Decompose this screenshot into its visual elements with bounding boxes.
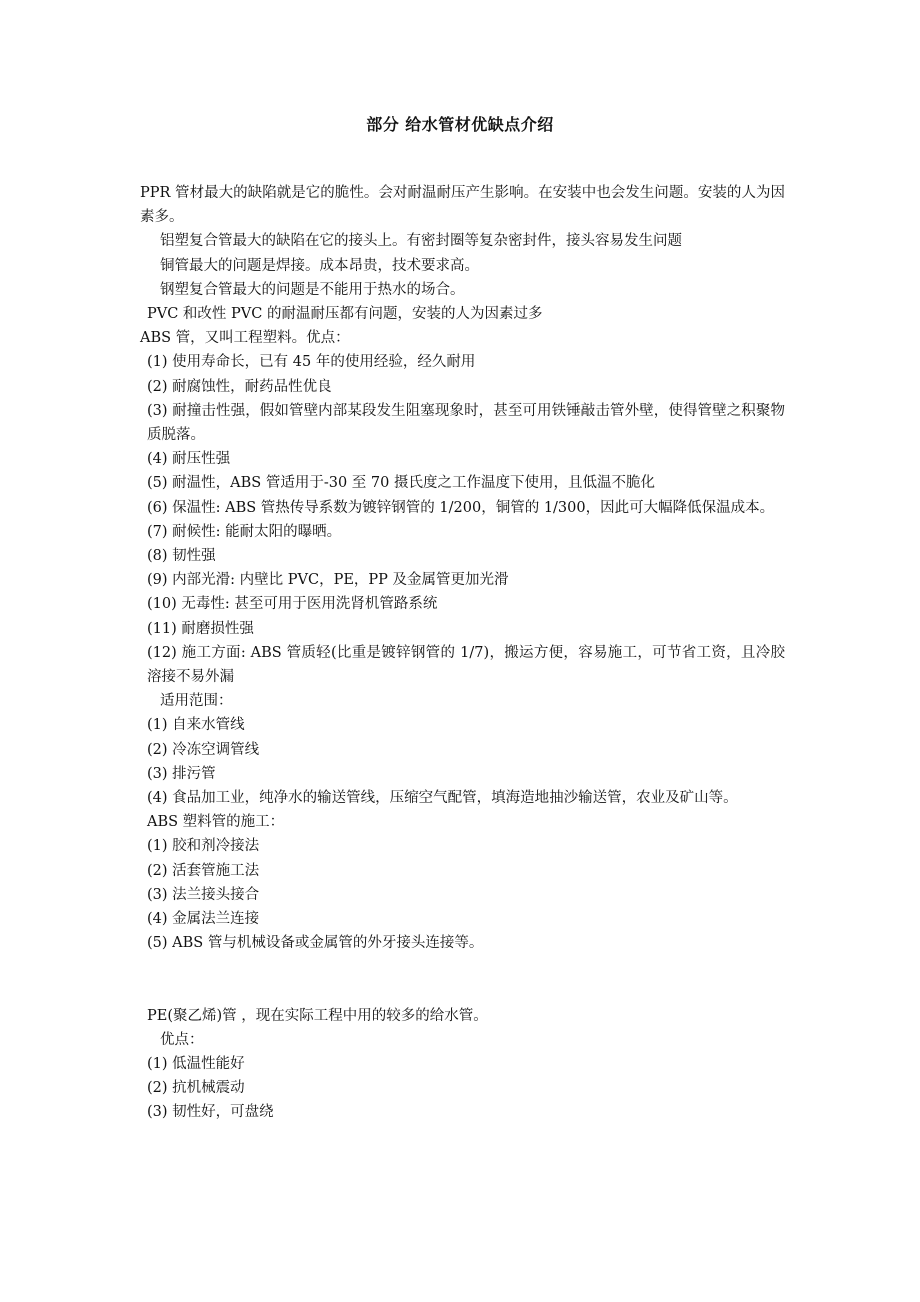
list-item: (1) 胶和剂冷接法 <box>147 838 260 855</box>
list-item: (2) 冷冻空调管线 <box>147 741 260 758</box>
list-item: (3) 耐撞击性强，假如管壁内部某段发生阻塞现象时，甚至可用铁锤敲击管外壁，使得管壁之积聚物质脱落。 <box>147 402 785 444</box>
list-item: (11) 耐磨损性强 <box>147 620 254 637</box>
list-item: (7) 耐候性: 能耐太阳的曝晒。 <box>147 523 342 540</box>
list-item: (10) 无毒性: 甚至可用于医用洗肾机管路系统 <box>147 596 438 613</box>
list-item: (12) 施工方面: ABS 管质轻(比重是镀锌钢管的 1/7)，搬运方便，容易施工，可节省工资，且冷胶溶接不易外漏 <box>147 644 785 686</box>
list-item: (4) 金属法兰连接 <box>147 911 260 928</box>
list-item: (2) 抗机械震动 <box>147 1080 245 1097</box>
list-item: (1) 使用寿命长，已有 45 年的使用经验，经久耐用 <box>147 354 476 371</box>
paragraph-spacer <box>140 956 785 1004</box>
list-item: (3) 韧性好，可盘绕 <box>147 1104 274 1121</box>
paragraph-aluminum-plastic: 铝塑复合管最大的缺陷在它的接头上。有密封圈等复杂密封件，接头容易发生问题 <box>160 233 682 250</box>
paragraph-steel-plastic: 钢塑复合管最大的问题是不能用于热水的场合。 <box>160 281 465 298</box>
paragraph-pe: PE(聚乙烯)管 ，现在实际工程中用的较多的给水管。 <box>147 1007 488 1024</box>
list-item: (2) 耐腐蚀性，耐药品性优良 <box>147 378 332 395</box>
list-item: (1) 自来水管线 <box>147 717 245 734</box>
list-item: (4) 耐压性强 <box>147 451 231 468</box>
list-item: (3) 法兰接头接合 <box>147 886 260 903</box>
paragraph-ppr: PPR 管材最大的缺陷就是它的脆性。会对耐温耐压产生影响。在安装中也会发生问题。安装的人为因素多。 <box>140 185 785 226</box>
list-item: (9) 内部光滑: 内壁比 PVC，PE，PP 及金属管更加光滑 <box>147 572 509 589</box>
list-item: (6) 保温性: ABS 管热传导系数为镀锌钢管的 1/200，铜管的 1/300，因此可大幅降低保温成本。 <box>147 499 775 516</box>
list-item: (5) 耐温性，ABS 管适用于-30 至 70 摄氏度之工作温度下使用，且低温不脆化 <box>147 475 655 492</box>
section-heading-scope: 适用范围： <box>160 693 233 710</box>
paragraph-copper: 铜管最大的问题是焊接。成本昂贵，技术要求高。 <box>160 257 479 274</box>
document-body <box>140 181 785 1125</box>
list-item: (8) 韧性强 <box>147 548 216 565</box>
section-heading-construction: ABS 塑料管的施工： <box>147 814 285 831</box>
list-item: (1) 低温性能好 <box>147 1055 245 1072</box>
list-item: (2) 活套管施工法 <box>147 862 260 879</box>
paragraph-abs-intro: ABS 管，又叫工程塑料。优点： <box>140 330 350 347</box>
paragraph-pvc: PVC 和改性 PVC 的耐温耐压都有问题，安装的人为因素过多 <box>147 306 543 323</box>
list-item: (3) 排污管 <box>147 765 216 782</box>
list-item: (4) 食品加工业，纯净水的输送管线，压缩空气配管，填海造地抽沙输送管，农业及矿山等。 <box>147 790 738 807</box>
list-item: (5) ABS 管与机械设备或金属管的外牙接头连接等。 <box>147 935 484 952</box>
section-heading-advantages: 优点： <box>160 1031 204 1048</box>
page-title: 部分 给水管材优缺点介绍 <box>366 115 554 134</box>
